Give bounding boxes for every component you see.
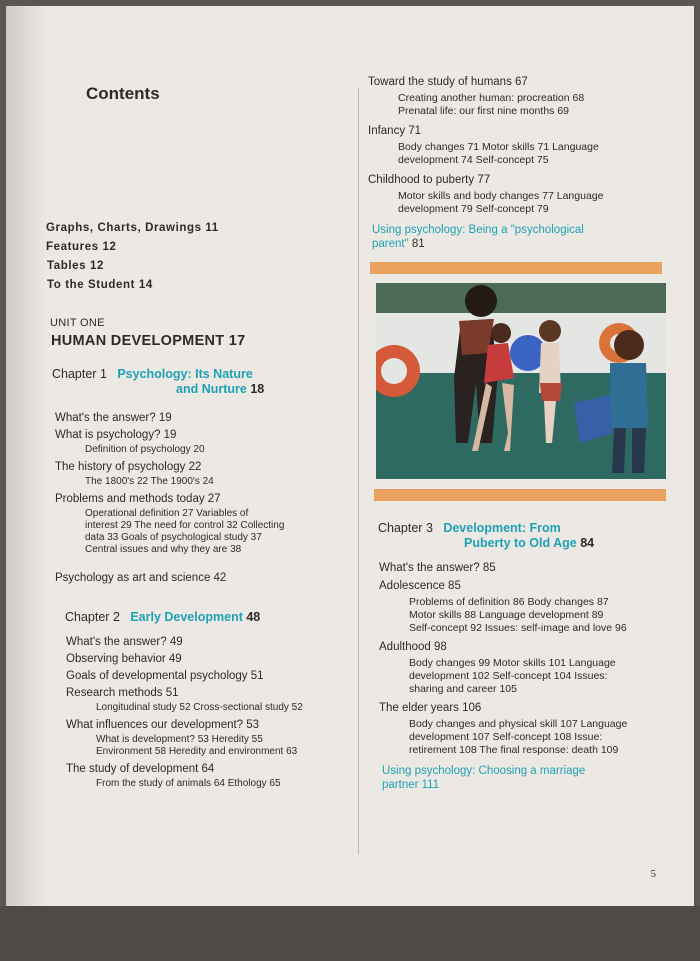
using-psychology-2 bbox=[382, 765, 668, 791]
orange-rule-bottom bbox=[374, 489, 666, 501]
toc-section: The study of development 64 bbox=[66, 763, 215, 775]
toc-section: Psychology as art and science 42 bbox=[55, 572, 227, 584]
toc-section: Problems and methods today 27 bbox=[55, 493, 221, 505]
toc-section: What's the answer? 19 bbox=[55, 412, 172, 424]
toc-subsection-line: development 107 Self-concept 108 Issue: bbox=[409, 731, 603, 743]
front-matter-list bbox=[40, 222, 350, 291]
front-matter-item: Graphs, Charts, Drawings 11 bbox=[46, 222, 219, 234]
chapter-page: 84 bbox=[580, 536, 595, 550]
chapter-2-title bbox=[65, 610, 350, 624]
toc-subsection-line: Body changes 99 Motor skills 101 Language bbox=[409, 657, 616, 669]
orange-rule-top bbox=[370, 262, 662, 274]
contents-title: Contents bbox=[86, 84, 160, 103]
chapter-prefix: Chapter 1 bbox=[52, 367, 107, 381]
toc-subsection-line: development 102 Self-concept 104 Issues: bbox=[409, 670, 608, 682]
chapter-page: 18 bbox=[250, 382, 265, 396]
using-psychology-line: partner 111 bbox=[382, 779, 440, 791]
toc-subsection-line: What is development? 53 Heredity 55 bbox=[96, 734, 263, 745]
toc-subsection-line: Longitudinal study 52 Cross-sectional study 52 bbox=[96, 702, 303, 713]
toc-subsection-line: Central issues and why they are 38 bbox=[85, 544, 242, 555]
chapter-title: and Nurture bbox=[176, 382, 247, 396]
toc-subsection-line: The 1800's 22 The 1900's 24 bbox=[85, 476, 214, 487]
toc-subsection-line: Body changes and physical skill 107 Language bbox=[409, 718, 628, 730]
toc-subsection-line: Definition of psychology 20 bbox=[85, 444, 205, 455]
using-psychology-line: Using psychology: Being a "psychological bbox=[372, 224, 584, 236]
toc-subsection-line: From the study of animals 64 Ethology 65 bbox=[96, 778, 281, 789]
toc-subsection-line: Operational definition 27 Variables of bbox=[85, 508, 249, 519]
toc-section: Childhood to puberty 77 bbox=[368, 174, 491, 186]
toc-section: Goals of developmental psychology 51 bbox=[66, 670, 264, 682]
front-matter-item: Features 12 bbox=[46, 241, 117, 253]
toc-section: The history of psychology 22 bbox=[55, 461, 202, 473]
chapter-1-title-line1 bbox=[52, 367, 350, 381]
chapter-prefix: Chapter 3 bbox=[378, 521, 433, 535]
unit-title: HUMAN DEVELOPMENT 17 bbox=[51, 333, 246, 349]
toc-section: Research methods 51 bbox=[66, 687, 179, 699]
chapter-title: Puberty to Old Age bbox=[464, 536, 577, 550]
toc-subsection-line: Environment 58 Heredity and environment 63 bbox=[96, 746, 298, 757]
toc-subsection-line: retirement 108 The final response: death 109 bbox=[409, 744, 619, 756]
left-column bbox=[40, 76, 350, 790]
chapter-2-sections bbox=[66, 636, 350, 790]
toc-subsection-line: Body changes 71 Motor skills 71 Language bbox=[398, 141, 599, 153]
toc-subsection-line: development 74 Self-concept 75 bbox=[398, 154, 549, 166]
photo-illustration bbox=[376, 283, 666, 479]
chapter-prefix: Chapter 2 bbox=[65, 610, 120, 624]
toc-section: What's the answer? 49 bbox=[66, 636, 183, 648]
using-psychology-1 bbox=[372, 224, 668, 250]
toc-section: Toward the study of humans 67 bbox=[368, 76, 528, 88]
front-matter-item: To the Student 14 bbox=[47, 279, 153, 291]
chapter-3-title-line2 bbox=[464, 536, 668, 550]
using-psychology-text: parent" bbox=[372, 238, 409, 250]
chapter-1-heading bbox=[52, 367, 350, 396]
book-page bbox=[6, 6, 694, 906]
toc-section: The elder years 106 bbox=[379, 702, 482, 714]
right-column bbox=[368, 76, 668, 791]
column-divider bbox=[358, 88, 359, 854]
toc-section: What's the answer? 85 bbox=[379, 562, 496, 574]
chapter-2-heading bbox=[65, 610, 350, 624]
chapter-title: Psychology: Its Nature bbox=[117, 367, 253, 381]
toc-subsection-line: interest 29 The need for control 32 Collecting bbox=[85, 520, 285, 531]
toc-subsection-line: Motor skills 88 Language development 89 bbox=[409, 609, 604, 621]
toc-subsection-line: Self-concept 92 Issues: self-image and love 96 bbox=[409, 622, 627, 634]
toc-subsection-line: data 33 Goals of psychological study 37 bbox=[85, 532, 262, 543]
chapter-3-title-line1 bbox=[378, 521, 668, 535]
toc-subsection-line: Creating another human: procreation 68 bbox=[398, 92, 585, 104]
toc-section: Observing behavior 49 bbox=[66, 653, 182, 665]
toc-subsection-line: Problems of definition 86 Body changes 87 bbox=[409, 596, 609, 608]
toc-section: What influences our development? 53 bbox=[66, 719, 260, 731]
table-surface bbox=[0, 906, 700, 961]
chapter-3-heading bbox=[378, 521, 668, 550]
unit-label: UNIT ONE bbox=[50, 317, 105, 329]
toc-section: Adulthood 98 bbox=[379, 641, 447, 653]
chapter-1-title-line2 bbox=[176, 382, 350, 396]
photo-children-playing bbox=[376, 283, 666, 479]
toc-subsection-line: Motor skills and body changes 77 Language bbox=[398, 190, 604, 202]
using-psychology-line: Using psychology: Choosing a marriage bbox=[382, 765, 586, 777]
front-matter-item: Tables 12 bbox=[47, 260, 104, 272]
toc-subsection-line: Prenatal life: our first nine months 69 bbox=[398, 105, 570, 117]
using-psychology-page: 81 bbox=[411, 238, 425, 250]
toc-section: What is psychology? 19 bbox=[55, 429, 177, 441]
toc-subsection-line: development 79 Self-concept 79 bbox=[398, 203, 549, 215]
chapter-2-continued-sections bbox=[368, 76, 668, 216]
using-psychology-line bbox=[372, 238, 668, 250]
page-number: 5 bbox=[650, 868, 656, 880]
toc-section: Infancy 71 bbox=[368, 125, 422, 137]
chapter-1-sections bbox=[55, 412, 350, 584]
chapter-3-sections bbox=[379, 562, 668, 757]
chapter-page: 48 bbox=[246, 610, 261, 624]
chapter-title: Development: From bbox=[443, 521, 561, 535]
toc-section: Adolescence 85 bbox=[379, 580, 461, 592]
chapter-title: Early Development bbox=[130, 610, 243, 624]
toc-subsection-line: sharing and career 105 bbox=[409, 683, 517, 695]
